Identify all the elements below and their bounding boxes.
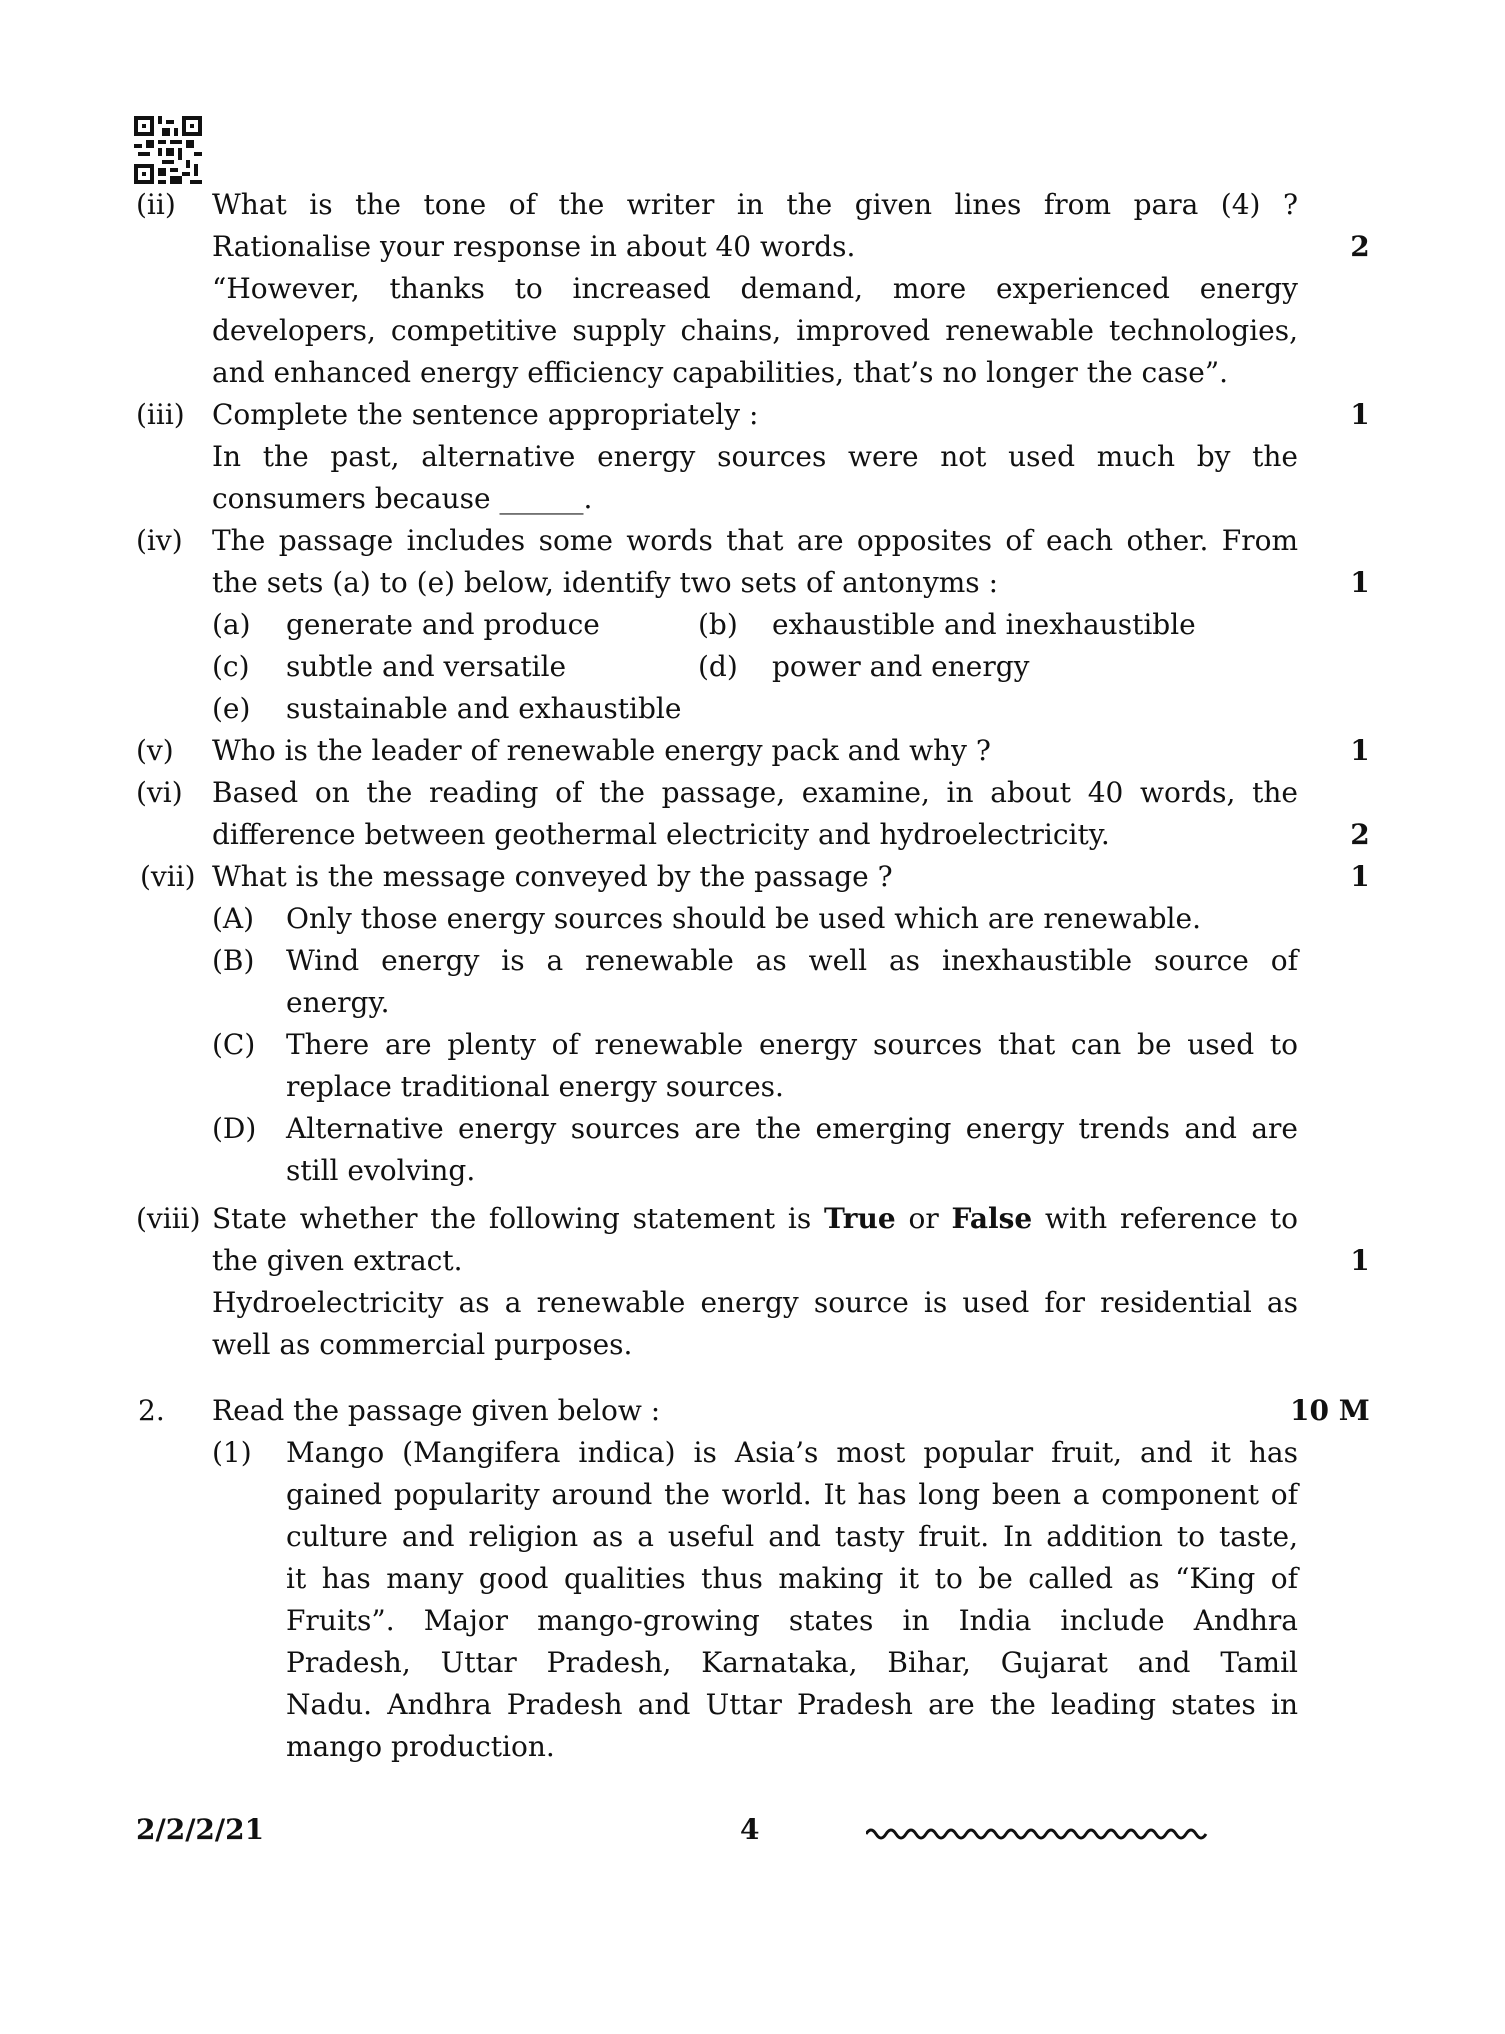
option-label: (c) bbox=[212, 650, 250, 683]
text-segment: with reference to bbox=[1032, 1202, 1298, 1235]
quoted-text: “However, thanks to increased demand, more experienced energy bbox=[212, 272, 1298, 305]
option-text: generate and produce bbox=[286, 608, 600, 641]
option-text: exhaustible and inexhaustible bbox=[772, 608, 1196, 641]
true-keyword: True bbox=[823, 1202, 896, 1235]
passage-line: culture and religion as a useful and tasty fruit. In addition to taste, bbox=[286, 1520, 1298, 1553]
option-text: Only those energy sources should be used which are renewable. bbox=[286, 902, 1201, 935]
passage-line: gained popularity around the world. It has long been a component of bbox=[286, 1478, 1298, 1511]
question-text: What is the message conveyed by the passage ? bbox=[212, 860, 893, 893]
passage-line: it has many good qualities thus making it to be called as “King of bbox=[286, 1562, 1298, 1595]
option-text: Alternative energy sources are the emerging energy trends and are bbox=[286, 1112, 1298, 1145]
question-text: What is the tone of the writer in the given lines from para (4) ? bbox=[212, 188, 1298, 221]
passage-line: mango production. bbox=[286, 1730, 555, 1763]
option-label: (b) bbox=[698, 608, 738, 641]
passage-line: Nadu. Andhra Pradesh and Uttar Pradesh are the leading states in bbox=[286, 1688, 1298, 1721]
question-number: (vi) bbox=[136, 776, 183, 809]
statement-text: well as commercial purposes. bbox=[212, 1328, 633, 1361]
option-label: (B) bbox=[212, 944, 255, 977]
option-label: (C) bbox=[212, 1028, 256, 1061]
statement-text: Hydroelectricity as a renewable energy source is used for residential as bbox=[212, 1286, 1298, 1319]
option-label: (d) bbox=[698, 650, 738, 683]
question-text: Complete the sentence appropriately : bbox=[212, 398, 759, 431]
marks-label: 1 bbox=[1350, 734, 1370, 767]
quoted-text: developers, competitive supply chains, improved renewable technologies, bbox=[212, 314, 1298, 347]
option-text: replace traditional energy sources. bbox=[286, 1070, 784, 1103]
wavy-line-icon bbox=[866, 1822, 1208, 1846]
option-label: (D) bbox=[212, 1112, 257, 1145]
quoted-text: and enhanced energy efficiency capabilities, that’s no longer the case”. bbox=[212, 356, 1229, 389]
option-label: (A) bbox=[212, 902, 255, 935]
question-text: consumers because ______. bbox=[212, 482, 593, 515]
question-number: (v) bbox=[136, 734, 174, 767]
question-text: the sets (a) to (e) below, identify two sets of antonyms : bbox=[212, 566, 999, 599]
passage-line: Pradesh, Uttar Pradesh, Karnataka, Bihar, Gujarat and Tamil bbox=[286, 1646, 1298, 1679]
option-label: (e) bbox=[212, 692, 251, 725]
option-text: energy. bbox=[286, 986, 390, 1019]
question-heading: Read the passage given below : bbox=[212, 1394, 661, 1427]
marks-label: 1 bbox=[1350, 860, 1370, 893]
question-text: Who is the leader of renewable energy pack and why ? bbox=[212, 734, 991, 767]
question-number: (ii) bbox=[136, 188, 176, 221]
text-segment: State whether the following statement is bbox=[212, 1202, 824, 1235]
page-number: 4 bbox=[740, 1813, 760, 1846]
question-number: (vii) bbox=[140, 860, 196, 893]
marks-label: 2 bbox=[1350, 230, 1370, 263]
question-text: The passage includes some words that are opposites of each other. From bbox=[212, 524, 1298, 557]
question-text: Rationalise your response in about 40 words. bbox=[212, 230, 856, 263]
paragraph-number: (1) bbox=[212, 1436, 252, 1469]
question-text: Based on the reading of the passage, examine, in about 40 words, the bbox=[212, 776, 1298, 809]
question-text bbox=[212, 1198, 1298, 1240]
option-text: Wind energy is a renewable as well as inexhaustible source of bbox=[286, 944, 1298, 977]
false-keyword: False bbox=[951, 1202, 1033, 1235]
question-text: difference between geothermal electricity and hydroelectricity. bbox=[212, 818, 1110, 851]
question-number: (viii) bbox=[136, 1202, 201, 1235]
marks-label: 1 bbox=[1350, 398, 1370, 431]
question-number: 2. bbox=[138, 1394, 165, 1427]
marks-label: 2 bbox=[1350, 818, 1370, 851]
question-text: the given extract. bbox=[212, 1244, 463, 1277]
question-number: (iv) bbox=[136, 524, 183, 557]
text-segment: or bbox=[895, 1202, 952, 1235]
marks-label: 10 M bbox=[1290, 1394, 1370, 1427]
marks-label: 1 bbox=[1350, 1244, 1370, 1277]
paper-code: 2/2/2/21 bbox=[136, 1813, 265, 1846]
passage-line: Fruits”. Major mango-growing states in India include Andhra bbox=[286, 1604, 1298, 1637]
option-text: power and energy bbox=[772, 650, 1030, 683]
qr-code-icon bbox=[134, 116, 202, 184]
marks-label: 1 bbox=[1350, 566, 1370, 599]
option-label: (a) bbox=[212, 608, 251, 641]
question-number: (iii) bbox=[136, 398, 185, 431]
option-text: still evolving. bbox=[286, 1154, 476, 1187]
option-text: subtle and versatile bbox=[286, 650, 567, 683]
option-text: sustainable and exhaustible bbox=[286, 692, 682, 725]
question-text: In the past, alternative energy sources were not used much by the bbox=[212, 440, 1298, 473]
passage-line: Mango (Mangifera indica) is Asia’s most popular fruit, and it has bbox=[286, 1436, 1298, 1469]
option-text: There are plenty of renewable energy sources that can be used to bbox=[286, 1028, 1298, 1061]
